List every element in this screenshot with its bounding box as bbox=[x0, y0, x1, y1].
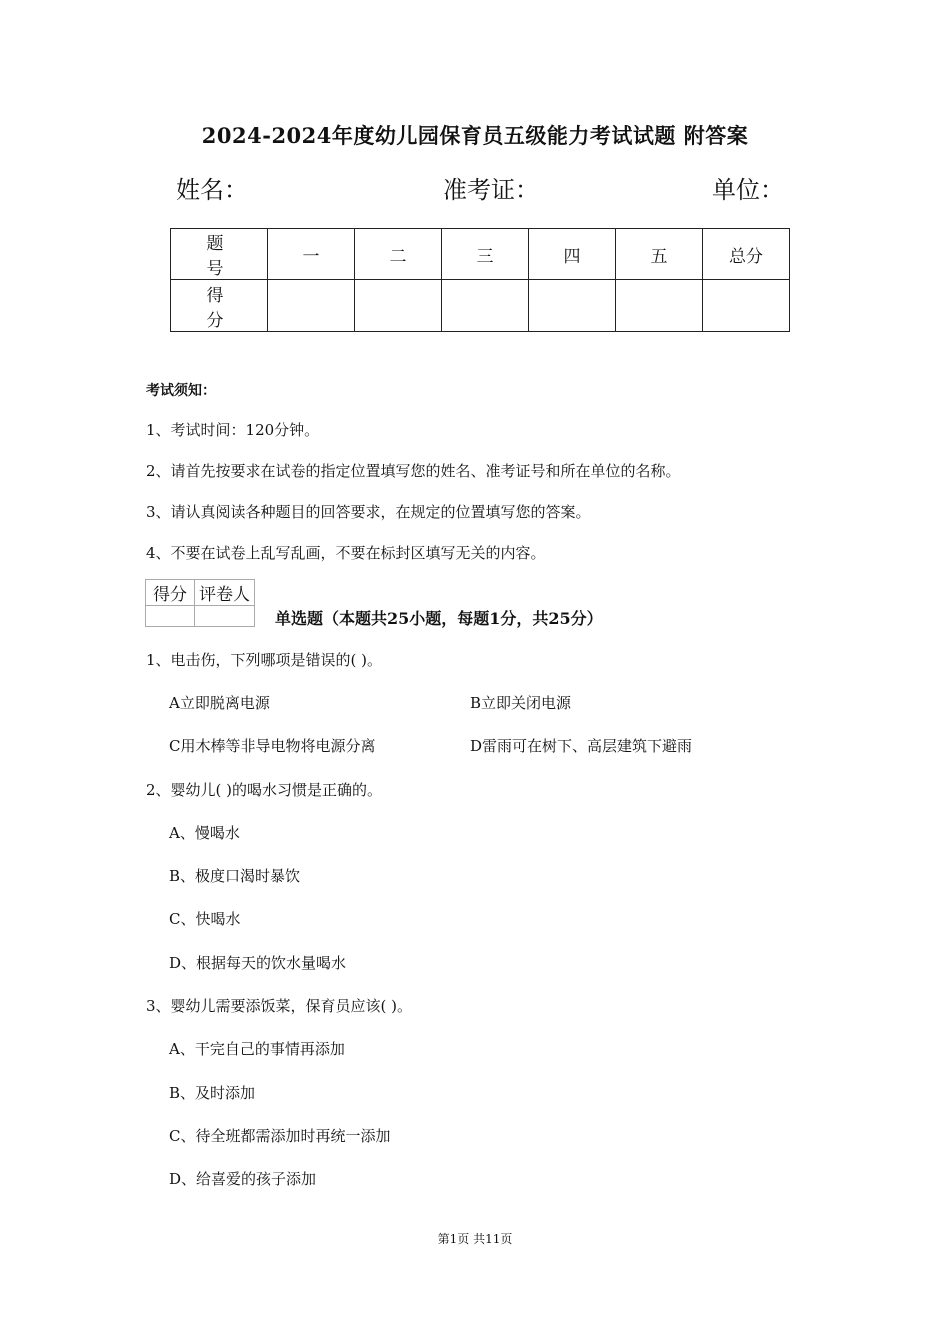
question-stem: 1、电击伤，下列哪项是错误的( )。 bbox=[146, 651, 383, 669]
document-title: 2024-2024年度幼儿园保育员五级能力考试试题 附答案 bbox=[201, 123, 749, 148]
question-option: C用木棒等非导电物将电源分离 bbox=[169, 737, 376, 755]
score-header-3: 三 bbox=[442, 229, 529, 280]
question-number-label: 题 号 bbox=[171, 229, 268, 280]
question-option: A、干完自己的事情再添加 bbox=[169, 1040, 345, 1058]
question-option: D雷雨可在树下、高层建筑下避雨 bbox=[470, 737, 693, 755]
question-option: B立即关闭电源 bbox=[470, 694, 572, 712]
note-item: 1、考试时间：120分钟。 bbox=[146, 421, 320, 439]
question-option: C、快喝水 bbox=[169, 910, 241, 928]
question-option: D、根据每天的饮水量喝水 bbox=[169, 954, 347, 972]
question-stem: 2、婴幼儿( )的喝水习惯是正确的。 bbox=[146, 781, 383, 799]
score-table bbox=[170, 228, 790, 332]
score-cell-5 bbox=[616, 280, 703, 332]
score-header-5: 五 bbox=[616, 229, 703, 280]
section-heading: 单选题（本题共25小题，每题1分，共25分） bbox=[275, 609, 603, 628]
grader-reviewer-label: 评卷人 bbox=[195, 580, 255, 606]
question-option: A、慢喝水 bbox=[169, 824, 240, 842]
score-table-header-row bbox=[171, 229, 790, 280]
grader-score-cell bbox=[146, 606, 195, 627]
question-stem: 3、婴幼儿需要添饭菜，保育员应该( )。 bbox=[146, 997, 413, 1015]
score-cell-4 bbox=[529, 280, 616, 332]
score-cell-2 bbox=[355, 280, 442, 332]
grader-reviewer-cell bbox=[195, 606, 255, 627]
score-table-score-row bbox=[171, 280, 790, 332]
question-option: B、及时添加 bbox=[169, 1084, 256, 1102]
notes-title: 考试须知： bbox=[146, 383, 216, 399]
score-header-4: 四 bbox=[529, 229, 616, 280]
question-option: D、给喜爱的孩子添加 bbox=[169, 1170, 317, 1188]
score-cell-1 bbox=[268, 280, 355, 332]
exam-id-field-label: 准考证： bbox=[443, 176, 539, 204]
grader-score-label: 得分 bbox=[146, 580, 195, 606]
page-footer: 第1页 共11页 bbox=[437, 1232, 513, 1246]
score-header-2: 二 bbox=[355, 229, 442, 280]
note-item: 4、不要在试卷上乱写乱画，不要在标封区填写无关的内容。 bbox=[146, 544, 546, 562]
question-option: A立即脱离电源 bbox=[169, 694, 270, 712]
note-item: 2、请首先按要求在试卷的指定位置填写您的姓名、准考证号和所在单位的名称。 bbox=[146, 462, 681, 480]
score-cell-total bbox=[703, 280, 790, 332]
score-label: 得 分 bbox=[171, 280, 268, 332]
score-header-total: 总分 bbox=[703, 229, 790, 280]
note-item: 3、请认真阅读各种题目的回答要求，在规定的位置填写您的答案。 bbox=[146, 503, 591, 521]
score-header-1: 一 bbox=[268, 229, 355, 280]
question-option: C、待全班都需添加时再统一添加 bbox=[169, 1127, 391, 1145]
question-option: B、极度口渴时暴饮 bbox=[169, 867, 301, 885]
unit-field-label: 单位： bbox=[712, 176, 784, 204]
name-field-label: 姓名： bbox=[176, 176, 248, 204]
score-cell-3 bbox=[442, 280, 529, 332]
grader-box bbox=[145, 579, 255, 627]
